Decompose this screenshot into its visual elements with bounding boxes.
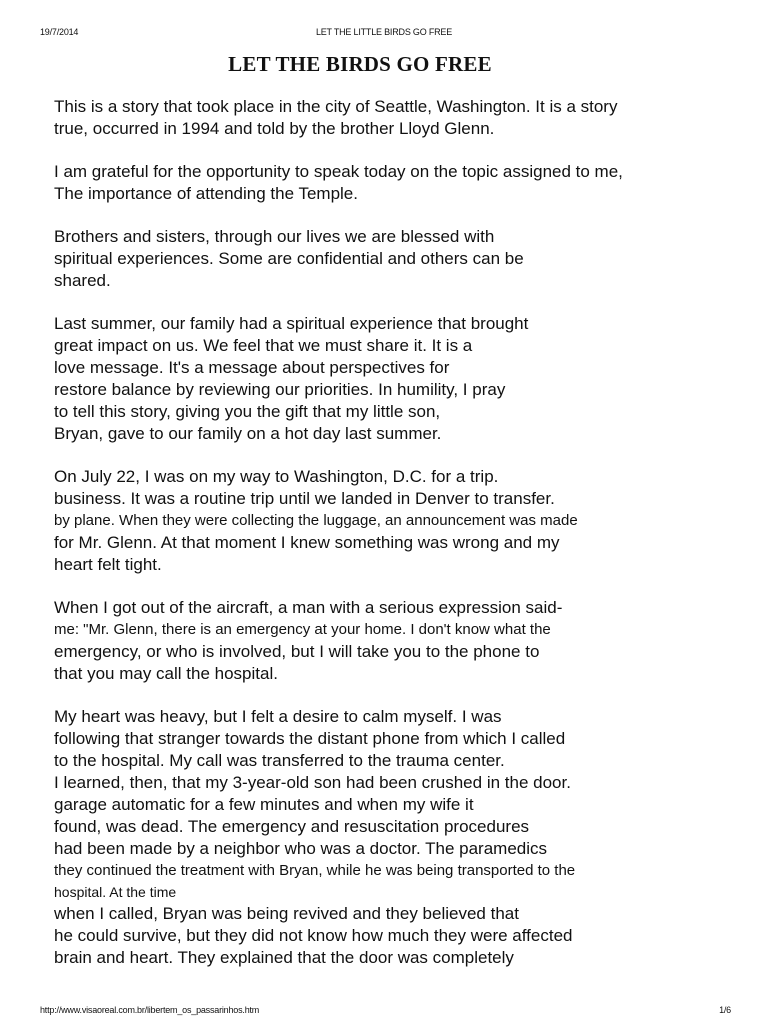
paragraph <box>54 226 734 292</box>
paragraph-line: On July 22, I was on my way to Washington, D.C. for a trip. <box>54 467 499 486</box>
paragraph-line: spiritual experiences. Some are confidential and others can be <box>54 249 524 268</box>
paragraph <box>54 313 734 445</box>
paragraph-line: by plane. When they were collecting the luggage, an announcement was made <box>54 512 578 529</box>
paragraph-line: he could survive, but they did not know how much they were affected <box>54 926 573 945</box>
paragraph-line: for Mr. Glenn. At that moment I knew something was wrong and my <box>54 533 560 552</box>
paragraph <box>54 161 734 205</box>
paragraph-line: I am grateful for the opportunity to speak today on the topic assigned to me, <box>54 162 623 181</box>
page-title: LET THE BIRDS GO FREE <box>228 52 492 76</box>
paragraph-line: to the hospital. My call was transferred to the trauma center. <box>54 751 505 770</box>
paragraph-line: Last summer, our family had a spiritual experience that brought <box>54 314 529 333</box>
paragraph-line: When I got out of the aircraft, a man with a serious expression said- <box>54 598 563 617</box>
story-body <box>54 96 734 990</box>
paragraph-line: garage automatic for a few minutes and when my wife it <box>54 795 474 814</box>
paragraph-line: that you may call the hospital. <box>54 664 278 683</box>
paragraph-line: had been made by a neighbor who was a doctor. The paramedics <box>54 839 547 858</box>
paragraph <box>54 96 734 140</box>
paragraph <box>54 597 734 685</box>
paragraph-line: My heart was heavy, but I felt a desire to calm myself. I was <box>54 707 502 726</box>
paragraph-line: emergency, or who is involved, but I will take you to the phone to <box>54 642 540 661</box>
header-doc-title: LET THE LITTLE BIRDS GO FREE <box>315 27 453 37</box>
paragraph-line: This is a story that took place in the city of Seattle, Washington. It is a story <box>54 97 618 116</box>
header-date: 19/7/2014 <box>40 27 79 37</box>
paragraph-line: true, occurred in 1994 and told by the brother Lloyd Glenn. <box>54 119 495 138</box>
paragraph-line: brain and heart. They explained that the door was completely <box>54 948 514 967</box>
paragraph-line: when I called, Bryan was being revived and they believed that <box>54 904 519 923</box>
paragraph-line: hospital. At the time <box>54 884 177 900</box>
paragraph-line: I learned, then, that my 3-year-old son had been crushed in the door. <box>54 773 571 792</box>
paragraph-line: Bryan, gave to our family on a hot day last summer. <box>54 424 442 443</box>
footer-url: http://www.visaoreal.com.br/libertem_os_passarinhos.htm <box>40 1005 260 1015</box>
paragraph-line: business. It was a routine trip until we landed in Denver to transfer. <box>54 489 555 508</box>
footer-page-number: 1/6 <box>719 1005 731 1015</box>
paragraph-line: great impact on us. We feel that we must share it. It is a <box>54 336 473 355</box>
paragraph <box>54 466 734 576</box>
paragraph-line: to tell this story, giving you the gift that my little son, <box>54 402 441 421</box>
paragraph-line: shared. <box>54 271 111 290</box>
paragraph-line: me: "Mr. Glenn, there is an emergency at your home. I don't know what the <box>54 621 551 638</box>
paragraph-line: they continued the treatment with Bryan, while he was being transported to the <box>54 862 576 879</box>
paragraph-line: The importance of attending the Temple. <box>54 184 358 203</box>
paragraph-line: Brothers and sisters, through our lives we are blessed with <box>54 227 495 246</box>
paragraph-line: restore balance by reviewing our priorities. In humility, I pray <box>54 380 506 399</box>
paragraph-line: following that stranger towards the distant phone from which I called <box>54 729 566 748</box>
paragraph-line: heart felt tight. <box>54 555 162 574</box>
paragraph-line: found, was dead. The emergency and resuscitation procedures <box>54 817 530 836</box>
paragraph <box>54 706 734 969</box>
paragraph-line: love message. It's a message about perspectives for <box>54 358 450 377</box>
